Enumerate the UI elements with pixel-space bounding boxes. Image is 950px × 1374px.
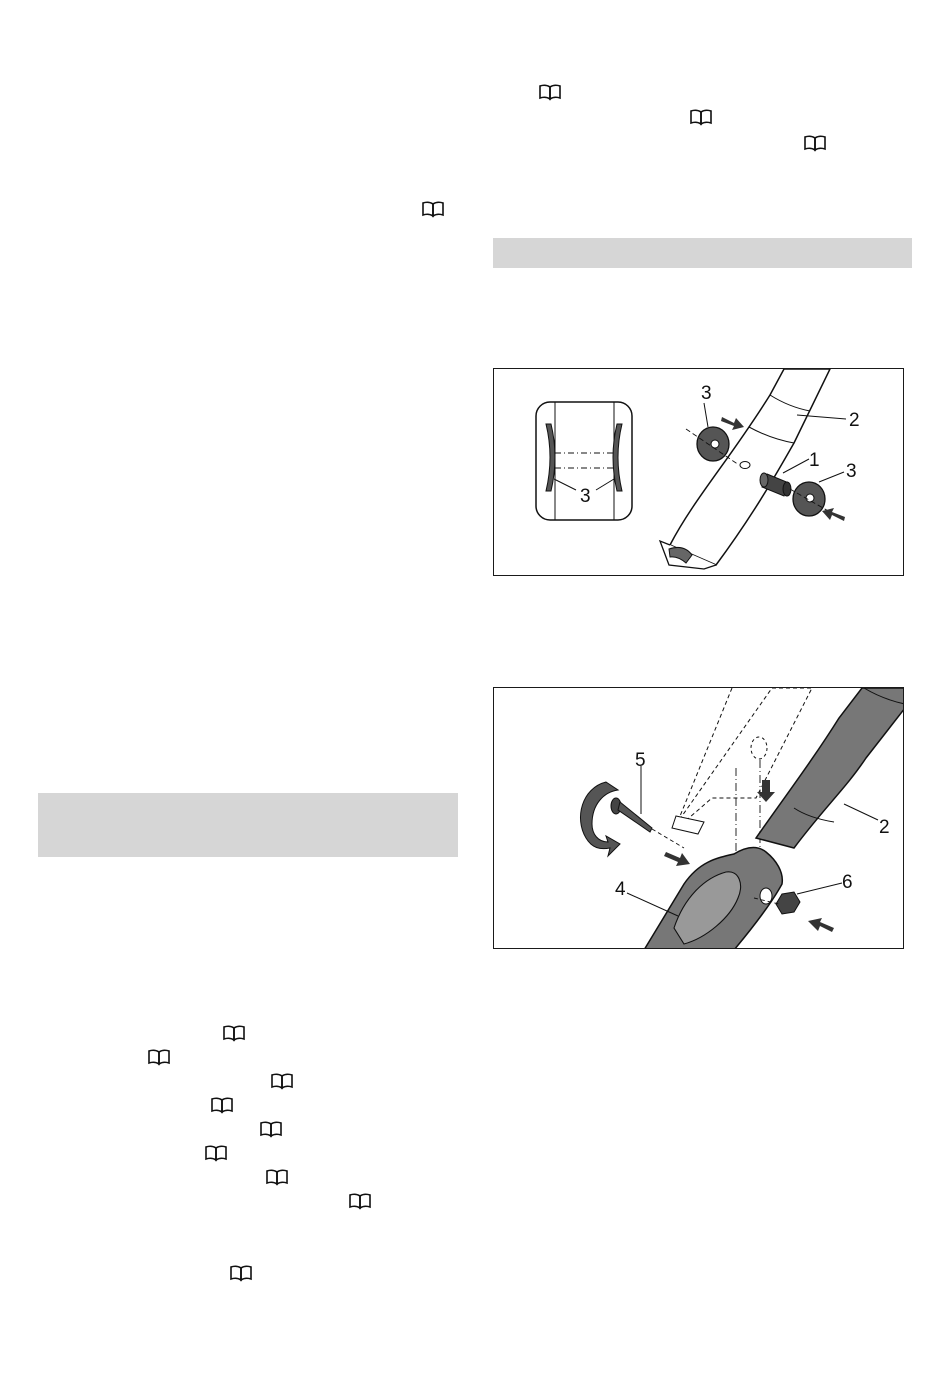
sleeve-assembly-illustration [494,369,904,576]
section-heading-bar [493,238,912,268]
callout-screw: 5 [635,750,646,771]
manual-reference-icon [210,1097,234,1114]
callout-nut: 6 [842,872,853,893]
manual-reference-icon [270,1073,294,1090]
manual-reference-icon [421,201,445,218]
manual-reference-icon [265,1169,289,1186]
clamp-assembly-illustration [494,688,904,949]
leader-line [627,893,678,916]
figure-sleeve-assembly [493,368,904,576]
washer-lower-hole [806,494,814,502]
manual-reference-icon [348,1193,372,1210]
leader-line [844,804,878,820]
nut-part [776,892,800,914]
axis-line [652,829,684,848]
manual-reference-icon [259,1121,283,1138]
manual-reference-icon [147,1049,171,1066]
leader-line [704,403,708,427]
arrow-icon [664,852,690,866]
callout-clamp: 4 [615,879,626,900]
manual-reference-icon [689,109,713,126]
callout-washer-lower: 3 [846,461,857,482]
manual-reference-icon [222,1025,246,1042]
callout-sleeve: 1 [809,450,820,471]
manual-reference-icon [204,1145,228,1162]
phantom-hole [751,737,767,759]
figure-clamp-assembly [493,687,904,949]
manual-reference-icon [229,1265,253,1282]
manual-reference-icon [538,84,562,101]
arrow-icon [721,417,744,430]
callout-tube: 2 [879,817,890,838]
leader-line [783,459,809,473]
section-heading-bar [38,793,458,857]
callout-inset-washers: 3 [580,486,591,507]
callout-tube: 2 [849,410,860,431]
arrow-icon [808,918,834,932]
screw-part [611,798,652,832]
tube-hole [740,462,750,469]
tube-body [670,369,830,565]
manual-reference-icon [803,135,827,152]
arrow-icon [822,508,845,521]
leader-line [797,883,842,894]
tube-end-detail [672,816,704,834]
washer-upper-hole [711,440,719,448]
callout-washer-upper: 3 [701,383,712,404]
rotate-arrow-icon [580,782,620,856]
leader-line [819,472,844,482]
